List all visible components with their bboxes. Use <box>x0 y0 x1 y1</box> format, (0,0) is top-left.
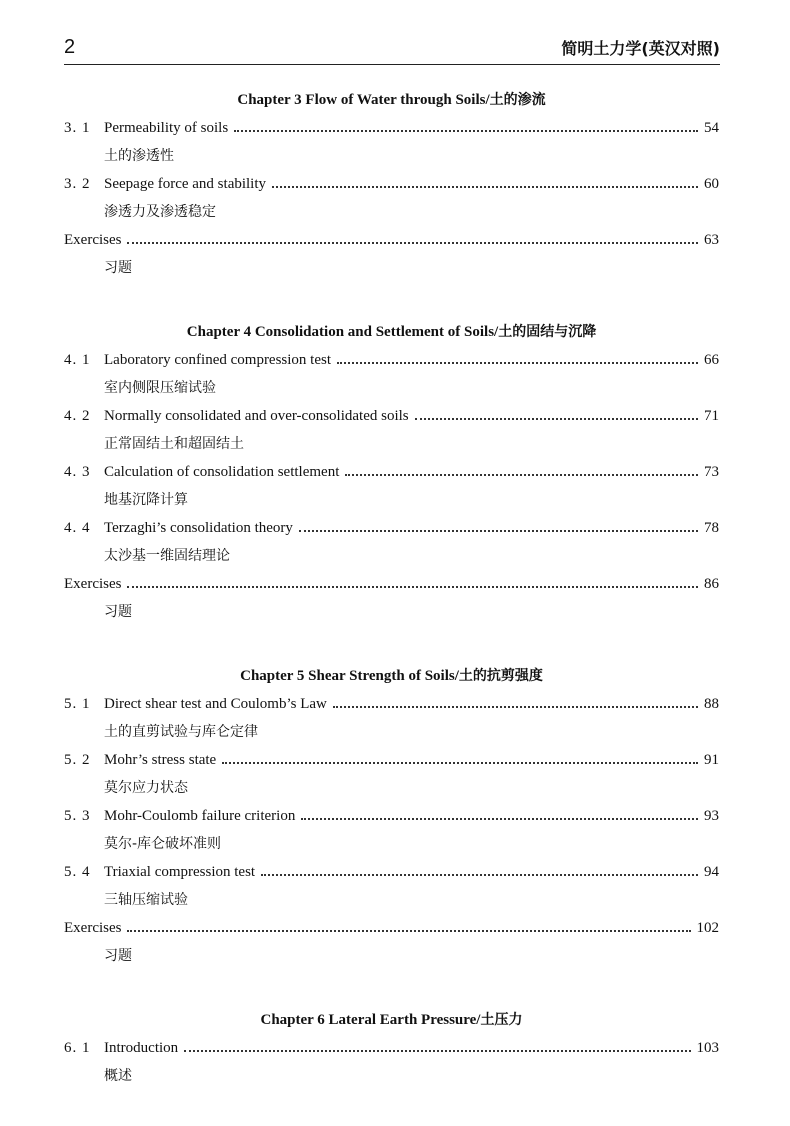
section-title-en: Seepage force and stability <box>104 176 267 192</box>
dot-leader <box>345 473 698 476</box>
toc-entry[interactable] <box>64 802 719 858</box>
toc-entry-exercises[interactable] <box>64 914 719 970</box>
section-title-cn: 三轴压缩试验 <box>104 892 188 908</box>
dot-leader <box>127 241 698 244</box>
section-title-en: Mohr’s stress state <box>104 752 217 768</box>
toc-entry[interactable] <box>64 346 719 402</box>
section-number: 5. 1 <box>64 696 91 712</box>
page-ref: 91 <box>704 752 719 768</box>
section-title-en: Direct shear test and Coulomb’s Law <box>104 696 327 712</box>
section-number: 5. 3 <box>64 808 91 824</box>
section-title-cn: 土的渗透性 <box>104 148 174 164</box>
section-title-cn: 习题 <box>104 260 132 276</box>
dot-leader <box>337 361 698 364</box>
chapter-title-en: Chapter 5 Shear Strength of Soils/ <box>240 668 459 684</box>
page-ref: 60 <box>704 176 719 192</box>
page-ref: 102 <box>696 920 719 936</box>
section-title-cn: 习题 <box>104 604 132 620</box>
toc-entry[interactable] <box>64 458 719 514</box>
section-number: 4. 2 <box>64 408 91 424</box>
dot-leader <box>299 529 698 532</box>
dot-leader <box>261 873 698 876</box>
section-title-en: Permeability of soils <box>104 120 229 136</box>
chapter-title <box>64 318 719 346</box>
dot-leader <box>127 585 698 588</box>
section-title-cn: 土的直剪试验与库仑定律 <box>104 724 258 740</box>
section-title-en: Exercises <box>64 576 122 592</box>
toc-entry[interactable] <box>64 1034 719 1090</box>
dot-leader <box>301 817 698 820</box>
section-title-en: Normally consolidated and over-consolidated soils <box>104 408 409 424</box>
page-ref: 54 <box>704 120 719 136</box>
page-ref: 88 <box>704 696 719 712</box>
section-title-en: Mohr-Coulomb failure criterion <box>104 808 296 824</box>
section-number: 4. 1 <box>64 352 91 368</box>
section-title-cn: 室内侧限压缩试验 <box>104 380 216 396</box>
section-title-en: Exercises <box>64 920 122 936</box>
chapter-title-cn: 土的渗流 <box>489 92 546 108</box>
section-title-cn: 莫尔应力状态 <box>104 780 188 796</box>
toc-entry[interactable] <box>64 858 719 914</box>
toc-entry[interactable] <box>64 746 719 802</box>
page-ref: 73 <box>704 464 719 480</box>
dot-leader <box>272 185 698 188</box>
section-title-en: Terzaghi’s consolidation theory <box>104 520 293 536</box>
toc-entry[interactable] <box>64 170 719 226</box>
chapter-title <box>64 1006 719 1034</box>
dot-leader <box>415 417 698 420</box>
section-title-cn: 地基沉降计算 <box>104 492 188 508</box>
page-ref: 86 <box>704 576 719 592</box>
page-header <box>64 30 720 65</box>
section-number: 5. 2 <box>64 752 91 768</box>
section-title-en: Introduction <box>104 1040 179 1056</box>
page-ref: 78 <box>704 520 719 536</box>
toc-entry-exercises[interactable] <box>64 570 719 626</box>
chapter-6 <box>64 1006 719 1090</box>
chapter-title-en: Chapter 3 Flow of Water through Soils/ <box>237 92 490 108</box>
page-ref: 94 <box>704 864 719 880</box>
dot-leader <box>222 761 698 764</box>
section-title-cn: 莫尔-库仑破坏准则 <box>104 836 222 852</box>
chapter-title-cn: 土压力 <box>480 1012 523 1028</box>
chapter-3 <box>64 86 719 282</box>
page-ref: 103 <box>696 1040 719 1056</box>
page-number: 2 <box>64 36 76 58</box>
chapter-title-en: Chapter 4 Consolidation and Settlement of Soils/ <box>186 324 499 340</box>
section-title-en: Exercises <box>64 232 122 248</box>
section-title-cn: 太沙基一维固结理论 <box>104 548 230 564</box>
toc-entry-exercises[interactable] <box>64 226 719 282</box>
chapter-4 <box>64 318 719 626</box>
section-title-en: Calculation of consolidation settlement <box>104 464 340 480</box>
chapter-5 <box>64 662 719 970</box>
toc-entry[interactable] <box>64 402 719 458</box>
section-number: 5. 4 <box>64 864 91 880</box>
section-title-en: Triaxial compression test <box>104 864 256 880</box>
chapter-title <box>64 86 719 114</box>
chapter-title <box>64 662 719 690</box>
section-title-cn: 概述 <box>104 1068 132 1084</box>
dot-leader <box>333 705 698 708</box>
chapter-title-cn: 土的固结与沉降 <box>498 324 597 340</box>
page-ref: 71 <box>704 408 719 424</box>
toc-entry[interactable] <box>64 690 719 746</box>
section-title-cn: 习题 <box>104 948 132 964</box>
section-number: 3. 1 <box>64 120 91 136</box>
page-ref: 63 <box>704 232 719 248</box>
section-title-cn: 正常固结土和超固结土 <box>104 436 244 452</box>
section-number: 4. 4 <box>64 520 91 536</box>
chapter-title-cn: 土的抗剪强度 <box>458 668 543 684</box>
book-title: 简明土力学(英汉对照) <box>561 39 720 58</box>
section-number: 6. 1 <box>64 1040 91 1056</box>
toc-entry[interactable] <box>64 514 719 570</box>
section-title-cn: 渗透力及渗透稳定 <box>104 204 216 220</box>
section-title-en: Laboratory confined compression test <box>104 352 332 368</box>
dot-leader <box>127 929 690 932</box>
chapter-title-en: Chapter 6 Lateral Earth Pressure/ <box>260 1012 481 1028</box>
table-of-contents <box>64 86 719 1126</box>
page-ref: 66 <box>704 352 719 368</box>
section-number: 3. 2 <box>64 176 91 192</box>
section-number: 4. 3 <box>64 464 91 480</box>
toc-entry[interactable] <box>64 114 719 170</box>
page-ref: 93 <box>704 808 719 824</box>
dot-leader <box>184 1049 690 1052</box>
dot-leader <box>234 129 698 132</box>
